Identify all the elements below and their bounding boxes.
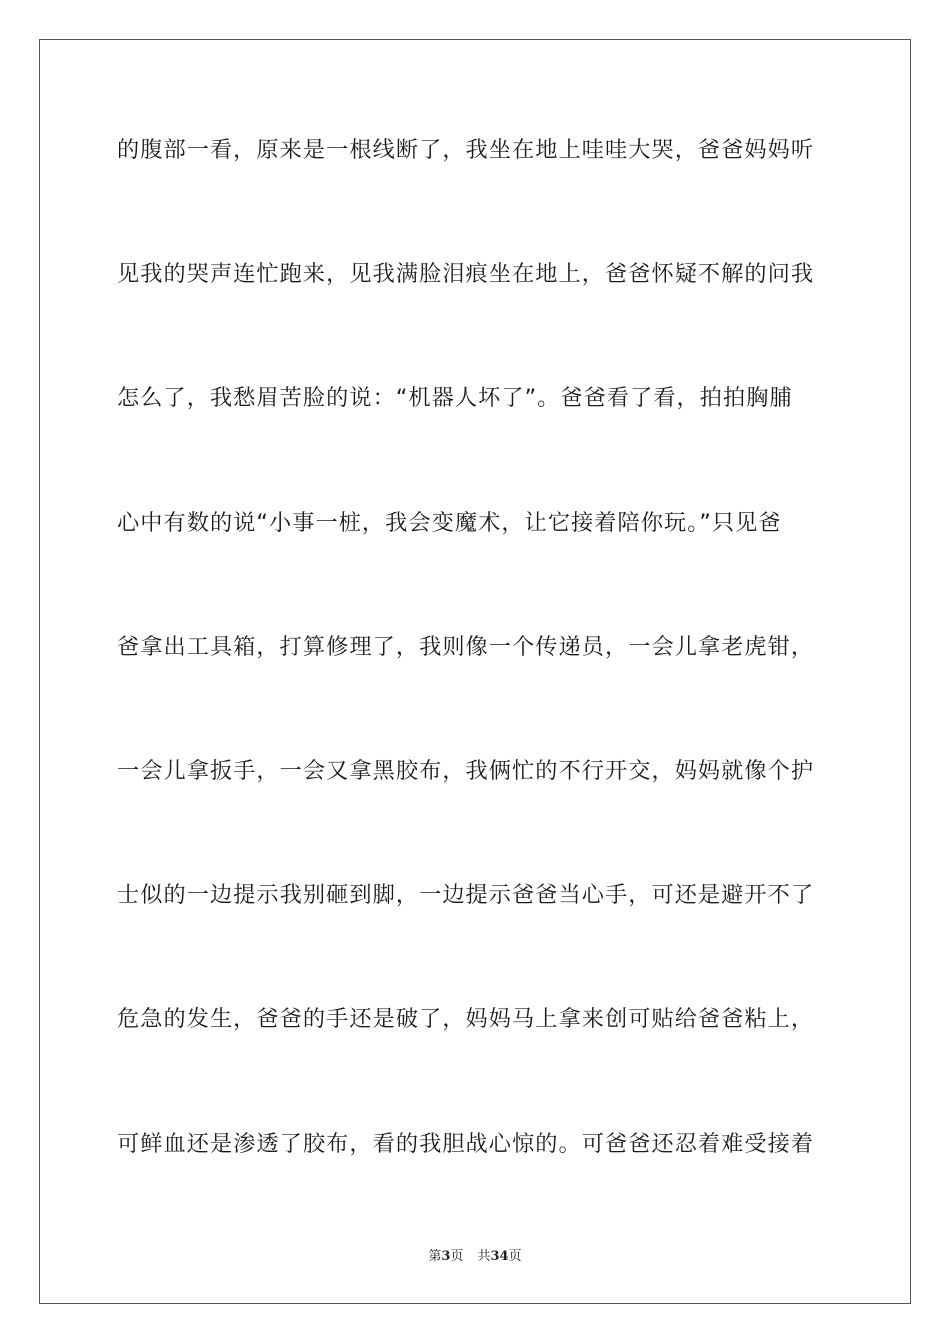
text-line: 可鲜血还是渗透了胶布，看的我胆战心惊的。可爸爸还忍着难受接着: [117, 1130, 815, 1157]
page-footer: [0, 1247, 950, 1267]
text-line: 的腹部一看，原来是一根线断了，我坐在地上哇哇大哭，爸爸妈妈听: [117, 137, 815, 163]
text-line: 怎么了，我愁眉苦脸的说：“机器人坏了”。爸爸看了看，拍拍胸脯: [117, 385, 793, 412]
text-line: 士似的一边提示我别砸到脚，一边提示爸爸当心手，可还是避开不了: [117, 882, 815, 909]
text-line: 心中有数的说“小事一桩，我会变魔术，让它接着陪你玩。”只见爸: [117, 509, 782, 536]
page-prefix: 第: [428, 1249, 442, 1264]
body-text: [117, 120, 837, 1238]
page-number: 3: [441, 1249, 451, 1264]
text-line: 见我的哭声连忙跑来，见我满脸泪痕坐在地上，爸爸怀疑不解的问我: [117, 261, 815, 288]
total-suffix: 页: [508, 1249, 522, 1264]
text-line: 危急的发生，爸爸的手还是破了，妈妈马上拿来创可贴给爸爸粘上，: [117, 1006, 815, 1033]
page-suffix: 页: [450, 1249, 464, 1264]
total-prefix: 共: [477, 1249, 491, 1264]
total-pages: 34: [490, 1249, 509, 1264]
text-line: 一会儿拿扳手，一会又拿黑胶布，我俩忙的不行开交，妈妈就像个护: [117, 757, 815, 784]
text-line: 爸拿出工具箱，打算修理了，我则像一个传递员，一会儿拿老虎钳，: [117, 633, 815, 660]
